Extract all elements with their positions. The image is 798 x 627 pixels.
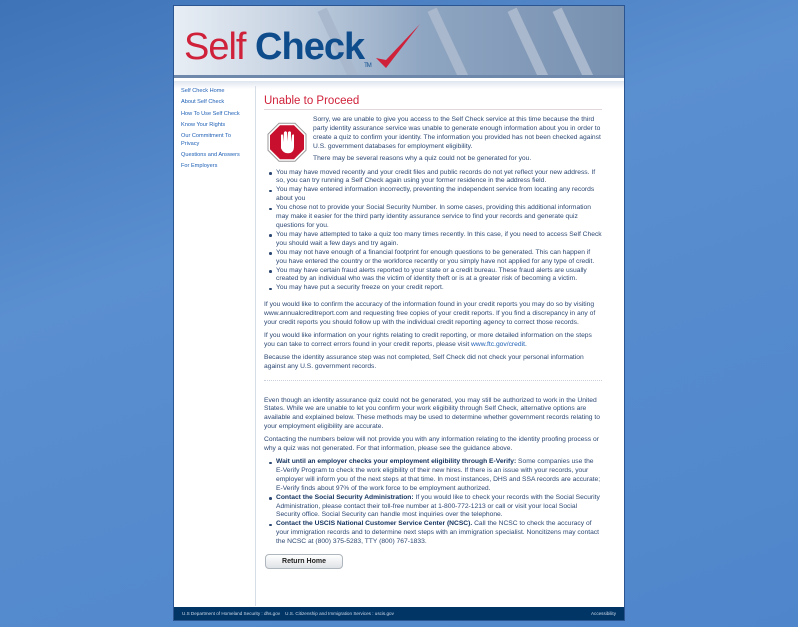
- accuracy-text: If you would like to confirm the accuracy of the information found in your credit reports you may do so by visiting www.annualcreditreport.com and requesting free copies of your credit reports. If you find a discrepancy in any of your credit reports you should follow up with the individual credit reporting agency to correct those records.: [264, 301, 596, 327]
- sidebar-item-about[interactable]: About Self Check: [181, 99, 225, 106]
- page-title: Unable to Proceed: [264, 94, 602, 110]
- rights-paragraph: [264, 332, 602, 350]
- stop-hand-icon: [267, 118, 307, 167]
- intro-text: Sorry, we are unable to give you access to the Self Check service at this time because the third party identity assurance service was unable to generate enough information about you in order to create a quiz to confirm your identity. The information you provided has not been checked against U.S. government databases for employment eligibility.: [313, 116, 601, 150]
- list-item: You may have entered information incorrectly, preventing the independent service from locating any records about you: [264, 186, 602, 204]
- list-item: You may have attempted to take a quiz too many times recently. In this case, if you need to access Self Check you should wait a few days and try again.: [264, 231, 602, 249]
- list-item: [264, 520, 602, 547]
- sidebar-nav: [174, 86, 256, 606]
- option-title: Contact the Social Security Administration:: [276, 493, 414, 501]
- list-item: You chose not to provide your Social Security Number. In some cases, providing this additional information may make it easier for the third party identity assurance service to find your records and generate quiz questions for you.: [264, 204, 602, 231]
- reasons-lead: There may be several reasons why a quiz could not be generated for you.: [313, 154, 532, 162]
- checkmark-icon: [374, 20, 424, 70]
- footer: [174, 607, 624, 620]
- return-home-button[interactable]: Return Home: [265, 554, 343, 569]
- list-item: [264, 458, 602, 494]
- ftc-link[interactable]: www.ftc.gov/credit: [471, 340, 525, 348]
- contacting-text: Contacting the numbers below will not provide you with any information relating to the identity proofing process or why a quiz was not generated. For that information, please see the guidance above.: [264, 436, 599, 453]
- sidebar-item-qa[interactable]: Questions and Answers: [181, 152, 240, 159]
- footer-links[interactable]: U.S Department of Homeland Security : dhs.gov U.S. Citizenship and Immigration Services : uscis.gov: [182, 611, 394, 616]
- option-text: Some companies use the E-Verify Program to check the work eligibility of their new hires. If there is an issue with your records, your employer will inform you of the next steps at that time. In most instances, DHS and SSA records are accurate; E-Verify finds about 97% of the work force to be employment authorized.: [276, 458, 601, 492]
- sidebar-item-rights[interactable]: Know Your Rights: [181, 121, 226, 128]
- option-title: Contact the USCIS National Customer Service Center (NCSC).: [276, 520, 473, 528]
- not-checked-text: Because the identity assurance step was not completed, Self Check did not check your personal information against any U.S. government records.: [264, 353, 584, 370]
- rights-text: If you would like information on your rights relating to credit reporting, or more detailed information on the steps you can take to correct errors found in your credit reports, please visit: [264, 331, 592, 348]
- sidebar-item-how-to[interactable]: How To Use Self Check: [181, 110, 240, 117]
- list-item: [264, 494, 602, 521]
- options-list: [264, 458, 602, 547]
- list-item: You may not have enough of a financial footprint for enough questions to be generated. This can happen if you have entered the country or the workforce recently or you simply have not applied for any type of credit.: [264, 249, 602, 267]
- page-container: [173, 5, 625, 621]
- header-banner: [174, 6, 624, 78]
- rights-text-end: .: [524, 340, 527, 348]
- sidebar-item-employers[interactable]: For Employers: [181, 163, 218, 170]
- reasons-list: [264, 169, 602, 294]
- sidebar-item-privacy[interactable]: Our Commitment To Privacy: [181, 133, 231, 147]
- self-check-logo[interactable]: Self CheckTM: [184, 26, 371, 69]
- accessibility-link[interactable]: Accessibility: [590, 611, 616, 616]
- sidebar-item-home[interactable]: Self Check Home: [181, 88, 225, 94]
- even-though-text: Even though an identity assurance quiz could not be generated, you may still be authorized to work in the United States. While we are unable to let you confirm your work eligibility through Self Check, alternative options are available and explained below. These methods may be used to determine whether government records relating to your employment eligibility are accurate.: [264, 396, 600, 431]
- main-content: [264, 94, 602, 569]
- list-item: You may have put a security freeze on your credit report.: [264, 284, 602, 293]
- list-item: You may have certain fraud alerts reported to your state or a credit bureau. These fraud alerts are usually created by an individual who was the victim of identity theft or is at a greater risk of becoming a victim.: [264, 267, 602, 285]
- divider: [264, 380, 602, 381]
- option-text: If you would like to check your records with the Social Security Administration, please contact their toll-free number at 1-800-772-1213 or call or visit your local Social Security office. Social Security can handle most inquiries over the telephone.: [276, 493, 600, 519]
- option-text: Call the NCSC to check the accuracy of your immigration records and to determine next steps with an immigration specialist. Noncitizens may contact the NCSC at (800) 375-5283, TTY (800) 767-1833.: [276, 520, 599, 546]
- option-title: Wait until an employer checks your employment eligibility through E-Verify:: [276, 458, 517, 465]
- list-item: You may have moved recently and your credit files and public records do not yet reflect your new address. If so, you can try running a Self Check again using your former residence in the address field.: [264, 169, 602, 187]
